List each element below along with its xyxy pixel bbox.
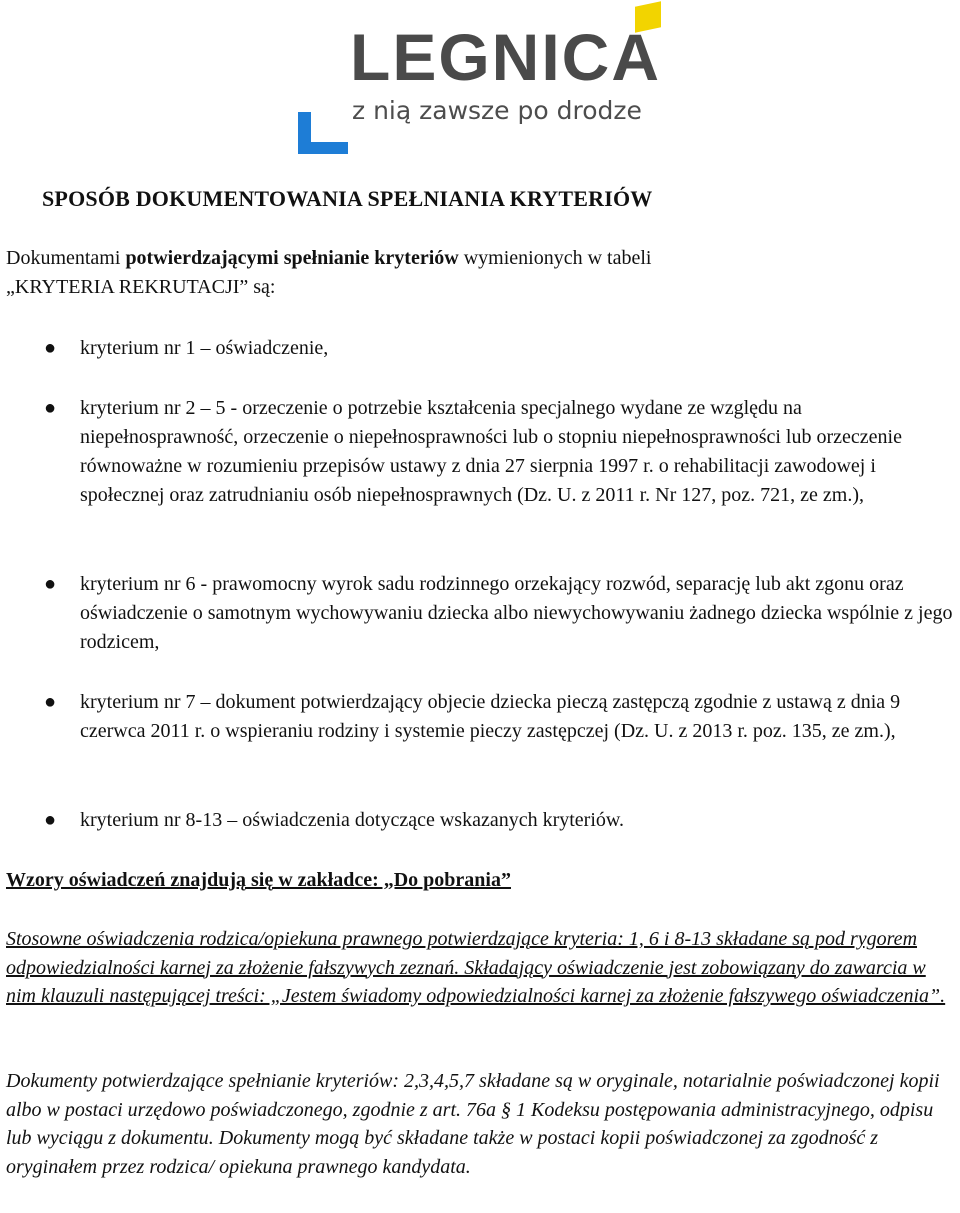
logo-wordmark: LEGNICA (350, 20, 661, 94)
list-item (44, 806, 960, 835)
documents-note: Dokumenty potwierdzające spełnianie kryteriów: 2,3,4,5,7 składane są w oryginale, notarialnie poświadczonej kopii albo w postaci urzędowo poświadczonego, zgodnie z art. 76a § 1 Kodeksu postępowania administracyjnego, odpisu lub wyciągu z dokumentu. Dokumenty mogą być składane także w postaci kopii poświadczonej za zgodność z oryginałem przez rodzica/ opiekuna prawnego kandydata. (6, 1070, 940, 1178)
criterion-text: kryterium nr 6 - prawomocny wyrok sadu rodzinnego orzekający rozwód, separację lub akt zgonu oraz oświadczenie o samotnym wychowywaniu dziecka albo niewychowywaniu żadnego dziecka wspólnie z jego rodzicem, (80, 573, 953, 653)
list-item (44, 688, 960, 746)
criterion-text: kryterium nr 2 – 5 - orzeczenie o potrzebie kształcenia specjalnego wydane ze względu na niepełnosprawność, orzeczenie o niepełnosprawności lub o stopniu niepełnosprawności lub orzeczenie równoważne w rozumieniu przepisów ustawy z dnia 27 sierpnia 1997 r. o rehabilitacji zawodowej i społecznej oraz zatrudnianiu osób niepełnosprawnych (Dz. U. z 2011 r. Nr 127, poz. 721, ze zm.), (80, 397, 902, 506)
logo-blue-corner-base (298, 142, 348, 154)
intro-paragraph (6, 244, 946, 302)
bullet-icon: ● (44, 809, 57, 831)
intro-prefix: Dokumentami (6, 247, 126, 269)
document-title: SPOSÓB DOKUMENTOWANIA SPEŁNIANIA KRYTERIÓW (42, 186, 653, 211)
bullet-icon: ● (44, 691, 57, 713)
list-item (44, 334, 960, 363)
bullet-icon: ● (44, 397, 57, 419)
list-item (44, 570, 960, 657)
legnica-logo (290, 0, 690, 160)
intro-bold: potwierdzającymi spełnianie kryteriów (125, 247, 459, 269)
bullet-icon: ● (44, 573, 57, 595)
logo-tagline: z nią zawsze po drodze (352, 96, 642, 125)
criterion-text: kryterium nr 1 – oświadczenie, (80, 337, 329, 359)
templates-note: Wzory oświadczeń znajdują się w zakładce: „Do pobrania” (6, 869, 511, 891)
declarations-note: Stosowne oświadczenia rodzica/opiekuna prawnego potwierdzające kryteria: 1, 6 i 8-13 składane są pod rygorem odpowiedzialności karnej za złożenie fałszywych zeznań. Składający oświadczenie jest zobowiązany do zawarcia w nim klauzuli następującej treści: „Jestem świadomy odpowiedzialności karnej za złożenie fałszywego oświadczenia”. (6, 928, 946, 1007)
intro-line2: „KRYTERIA REKRUTACJI” są: (6, 276, 276, 298)
criterion-text: kryterium nr 7 – dokument potwierdzający objecie dziecka pieczą zastępczą zgodnie z ustawą z dnia 9 czerwca 2011 r. o wspieraniu rodziny i systemie pieczy zastępczej (Dz. U. z 2013 r. poz. 135, ze zm.), (80, 691, 901, 742)
criterion-text: kryterium nr 8-13 – oświadczenia dotyczące wskazanych kryteriów. (80, 809, 625, 831)
list-item (44, 394, 960, 510)
intro-suffix: wymienionych w tabeli (458, 247, 652, 269)
bullet-icon: ● (44, 337, 57, 359)
